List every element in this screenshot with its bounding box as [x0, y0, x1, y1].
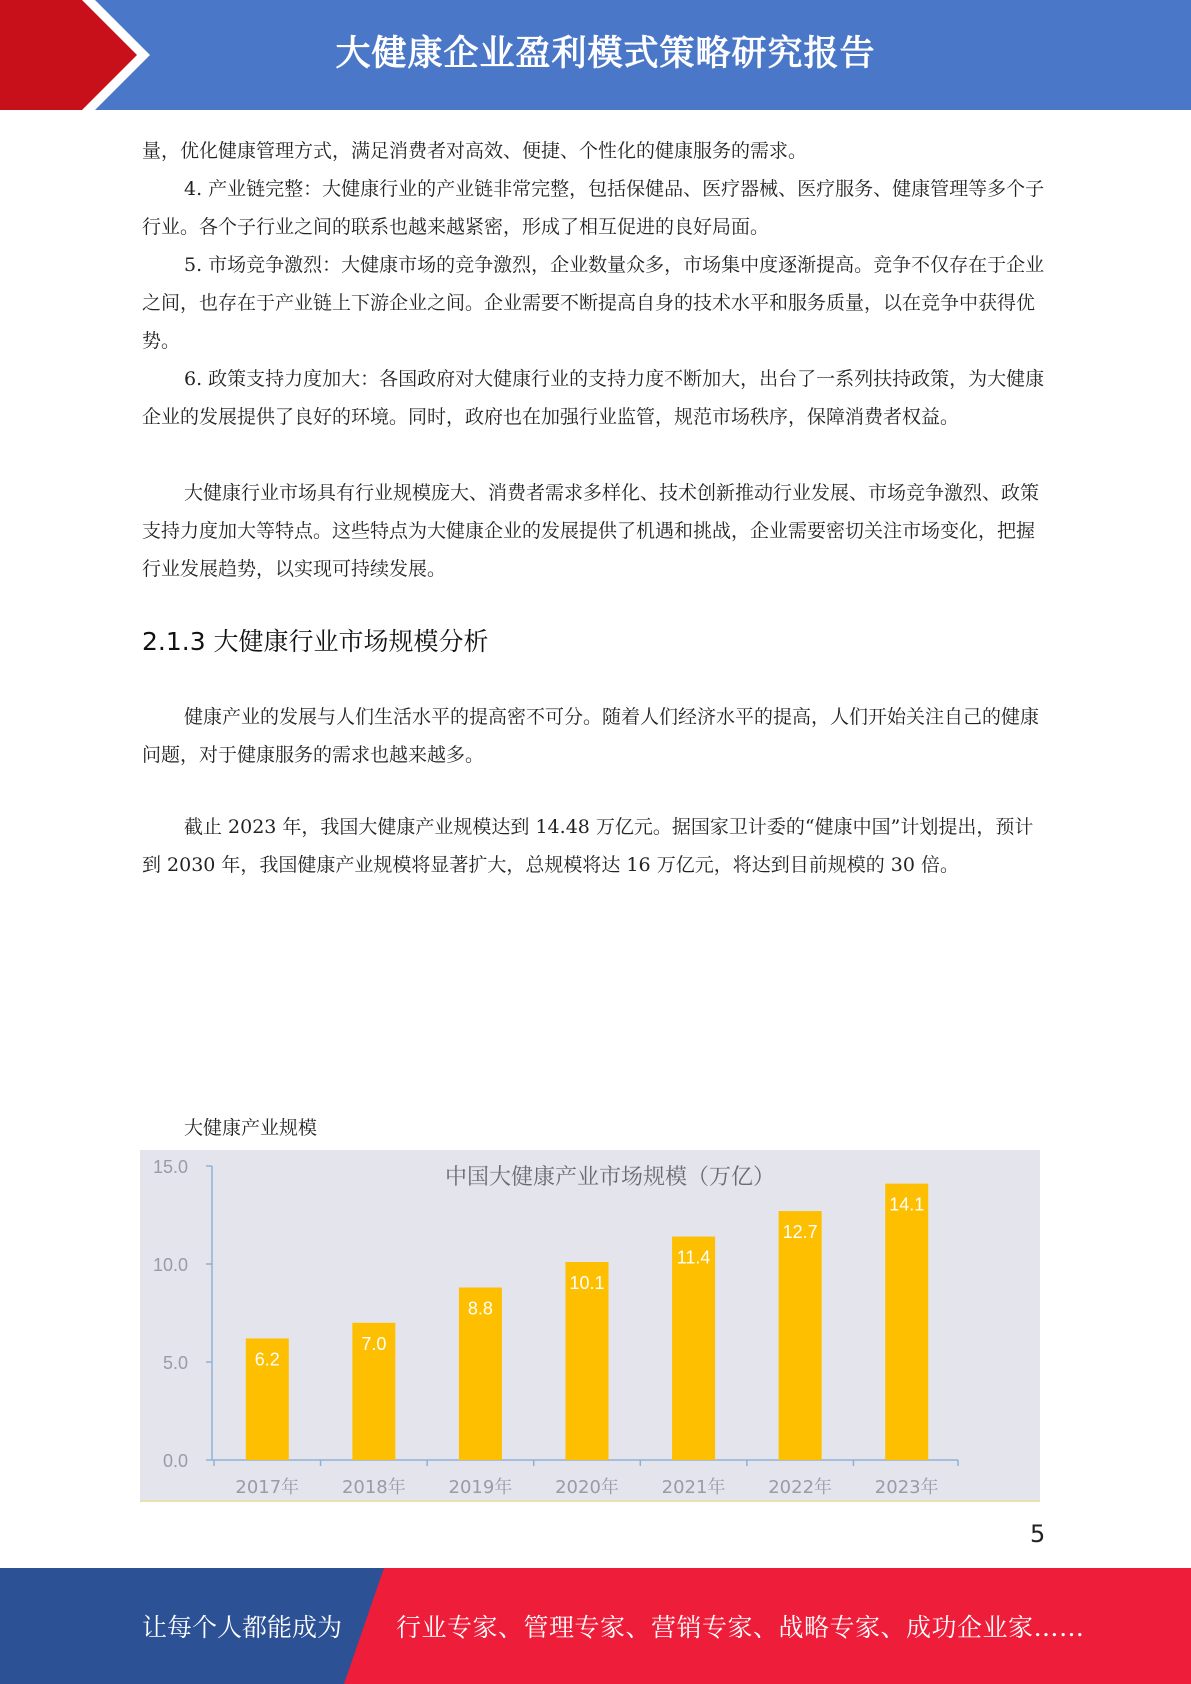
chart-title: 中国大健康产业市场规模（万亿） [444, 1165, 776, 1190]
bar-value-label: 10.1 [569, 1273, 605, 1294]
bar [672, 1237, 715, 1460]
y-tick-label: 15.0 [152, 1157, 188, 1177]
bar-value-label: 14.1 [889, 1194, 925, 1215]
page-number: 5 [1030, 1520, 1046, 1548]
bar [779, 1211, 822, 1460]
section-heading: 2.1.3 大健康行业市场规模分析 [142, 627, 489, 656]
x-tick-label: 2020年 [555, 1477, 619, 1498]
main-content [142, 132, 1046, 884]
x-tick-label: 2022年 [768, 1477, 833, 1498]
footer-slogan-left: 让每个人都能成为 [142, 1613, 343, 1642]
report-title: 大健康企业盈利模式策略研究报告 [335, 34, 876, 74]
bar [885, 1184, 928, 1460]
page-footer [0, 1568, 1191, 1684]
page-header [0, 0, 1191, 110]
chart-svg [140, 1150, 1040, 1502]
bar-value-label: 11.4 [676, 1247, 711, 1268]
paragraph-1: 量，优化健康管理方式，满足消费者对高效、便捷、个性化的健康服务的需求。 [142, 140, 808, 162]
bar-value-label: 6.2 [254, 1349, 280, 1370]
figure-caption: 大健康产业规模 [184, 1117, 318, 1139]
x-tick-label: 2018年 [341, 1477, 406, 1498]
x-tick-label: 2023年 [874, 1477, 939, 1498]
x-tick-label: 2017年 [235, 1477, 300, 1498]
x-tick-label: 2019年 [448, 1477, 513, 1498]
paragraph-2: 4. 产业链完整：大健康行业的产业链非常完整，包括保健品、医疗器械、医疗服务、健康管理等多个子行业。各个子行业之间的联系也越来越紧密，形成了相互促进的良好局面。 [142, 178, 1045, 238]
y-tick-label: 5.0 [162, 1353, 188, 1373]
bar-value-label: 8.8 [467, 1298, 493, 1319]
footer-slogan-right: 行业专家、管理专家、营销专家、战略专家、成功企业家…… [396, 1613, 1085, 1642]
bar-value-label: 12.7 [782, 1222, 818, 1243]
paragraph-3: 5. 市场竞争激烈：大健康市场的竞争激烈，企业数量众多，市场集中度逐渐提高。竞争不仅存在于企业之间，也存在于产业链上下游企业之间。企业需要不断提高自身的技术水平和服务质量，以在竞争中获得优势。 [142, 254, 1045, 352]
paragraph-7: 截止 2023 年，我国大健康产业规模达到 14.48 万亿元。据国家卫计委的“健康中国”计划提出，预计到 2030 年，我国健康产业规模将显著扩大，总规模将达 16 万亿元，将达到目前规模的 30 倍。 [142, 816, 1034, 876]
paragraph-6: 健康产业的发展与人们生活水平的提高密不可分。随着人们经济水平的提高，人们开始关注自己的健康问题，对于健康服务的需求也越来越多。 [142, 706, 1040, 766]
y-tick-label: 0.0 [162, 1451, 188, 1471]
paragraph-4: 6. 政策支持力度加大：各国政府对大健康行业的支持力度不断加大，出台了一系列扶持政策，为大健康企业的发展提供了良好的环境。同时，政府也在加强行业监管，规范市场秩序，保障消费者权益。 [142, 368, 1045, 428]
bar-value-label: 7.0 [361, 1333, 387, 1354]
paragraph-5: 大健康行业市场具有行业规模庞大、消费者需求多样化、技术创新推动行业发展、市场竞争激烈、政策支持力度加大等特点。这些特点为大健康企业的发展提供了机遇和挑战，企业需要密切关注市场变化，把握行业发展趋势，以实现可持续发展。 [142, 482, 1040, 580]
bar-chart [140, 1150, 1040, 1502]
x-tick-label: 2021年 [661, 1477, 726, 1498]
y-tick-label: 10.0 [152, 1255, 188, 1275]
